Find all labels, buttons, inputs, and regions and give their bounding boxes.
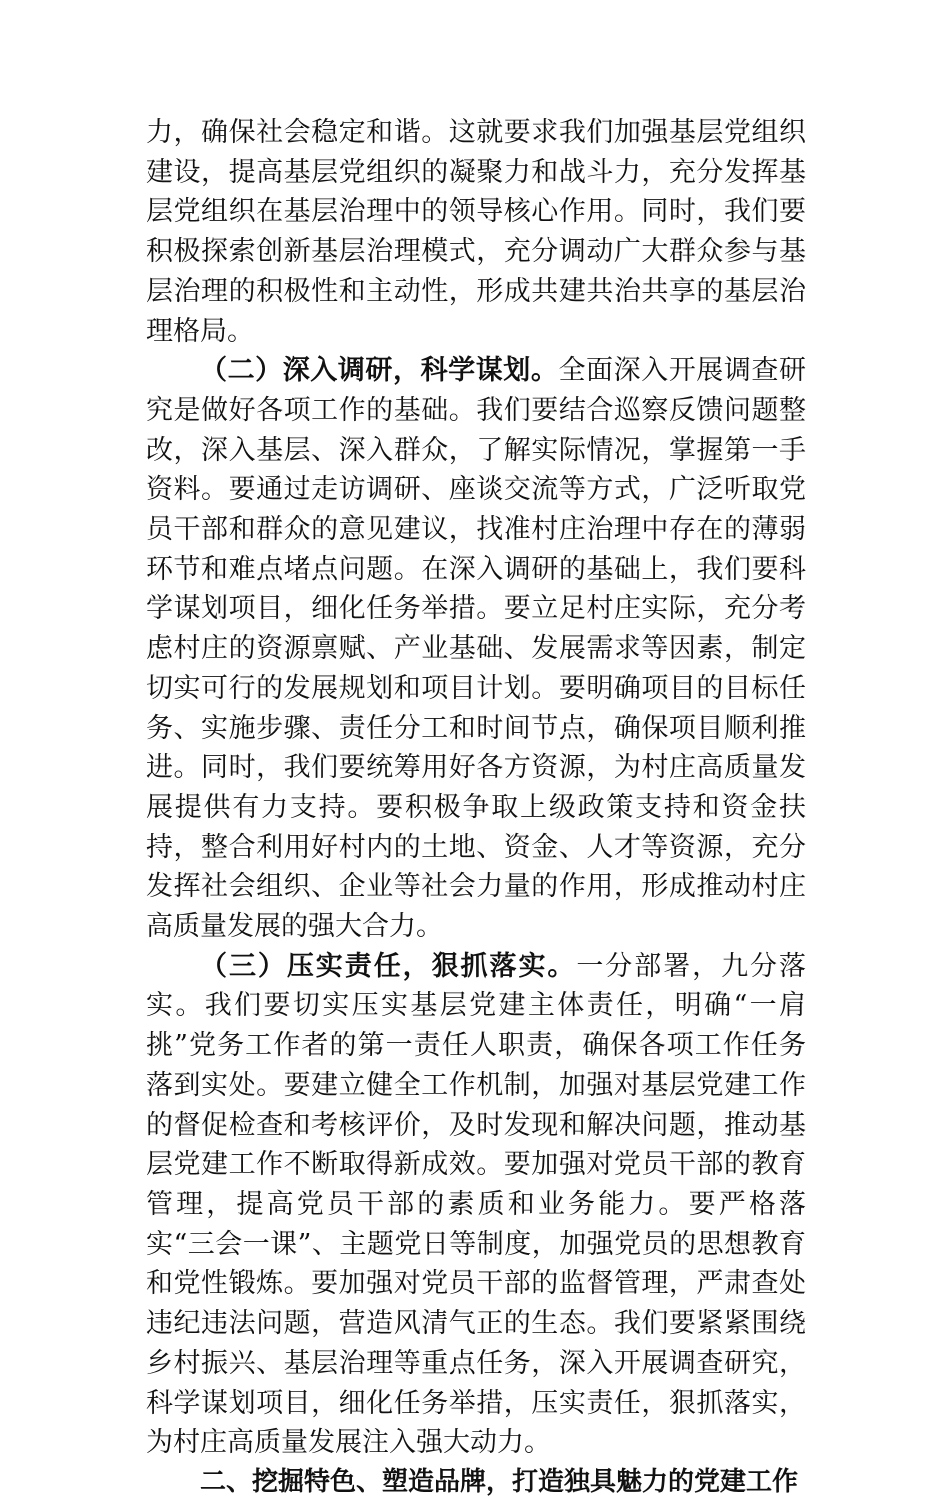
paragraph-text: 一分部署，九分落实。我们要切实压实基层党建主体责任，明确“一肩挑”党务工作者的第一责任人职责，确保各项工作任务落到实处。要建立健全工作机制，加强对基层党建工作的督促检查和考核评价，及时发现和解决问题，推动基层党建工作不断取得新成效。要加强对党员干部的教育管理，提高党员干部的素质和业务能力。要严格落实“三会一课”、主题党日等制度，加强党员的思想教育和党性锻炼。要加强对党员干部的监督管理，严肃查处违纪违法问题，营造风清气正的生态。我们要紧紧围绕乡村振兴、基层治理等重点任务，深入开展调查研究，科学谋划项目，细化任务举措，压实责任，狠抓落实，为村庄高质量发展注入强大动力。: [146, 950, 807, 1459]
document-page: [146, 113, 806, 1503]
subsection-title: （三）压实责任，狠抓落实。: [200, 950, 577, 982]
paragraph-text: 全面深入开展调查研究是做好各项工作的基础。我们要结合巡察反馈问题整改，深入基层、深入群众，了解实际情况，掌握第一手资料。要通过走访调研、座谈交流等方式，广泛听取党员干部和群众的意见建议，找准村庄治理中存在的薄弱环节和难点堵点问题。在深入调研的基础上，我们要科学谋划项目，细化任务举措。要立足村庄实际，充分考虑村庄的资源禀赋、产业基础、发展需求等因素，制定切实可行的发展规划和项目计划。要明确项目的目标任务、实施步骤、责任分工和时间节点，确保项目顺利推进。同时，我们要统筹用好各方资源，为村庄高质量发展提供有力支持。要积极争取上级政策支持和资金扶持，整合利用好村内的土地、资金、人才等资源，充分发挥社会组织、企业等社会力量的作用，形成推动村庄高质量发展的强大合力。: [146, 355, 807, 943]
subsection-title: （二）深入调研，科学谋划。: [200, 355, 559, 387]
paragraph-responsibility: [146, 947, 806, 1463]
paragraph-text: 力，确保社会稳定和谐。这就要求我们加强基层党组织建设，提高基层党组织的凝聚力和战斗力，充分发挥基层党组织在基层治理中的领导核心作用。同时，我们要积极探索创新基层治理模式，充分调动广大群众参与基层治理的积极性和主动性，形成共建共治共享的基层治理格局。: [146, 117, 806, 347]
section-heading: 二、挖掘特色、塑造品牌，打造独具魅力的党建工作: [200, 1466, 799, 1497]
paragraph-continuation: [146, 113, 806, 351]
paragraph-research: [146, 351, 806, 947]
